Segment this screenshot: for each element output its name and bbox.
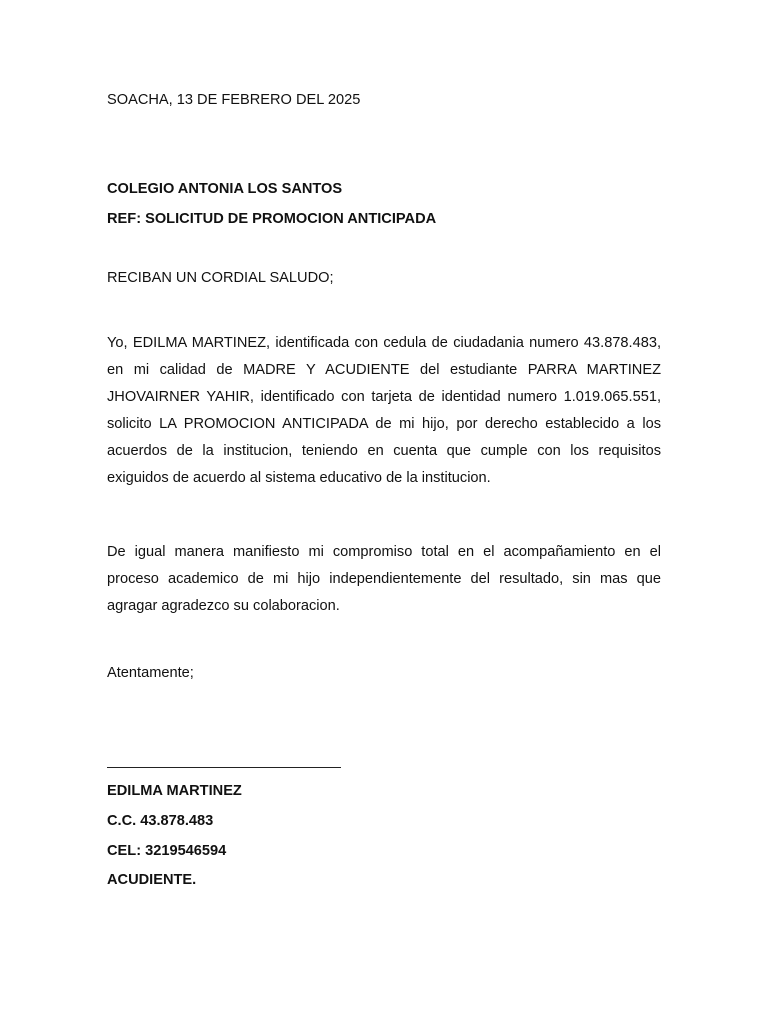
closing: Atentamente; [107,665,194,681]
signature-name: EDILMA MARTINEZ [107,783,242,799]
signature-id: C.C. 43.878.483 [107,813,214,829]
signature-phone: CEL: 3219546594 [107,843,227,859]
body-paragraph-1: Yo, EDILMA MARTINEZ, identificada con cedula de ciudadania numero 43.878.483, en mi calidad de MADRE Y ACUDIENTE del estudiante PARRA MARTINEZ JHOVAIRNER YAHIR, identificado con tarjeta de identidad numero 1.019.065.551, solicito LA PROMOCION ANTICIPADA de mi hijo, por derecho establecido a los acuerdos de la institucion, teniendo en cuenta que cumple con los requisitos exiguidos de acuerdo al sistema educativo de la institucion. [107,335,661,486]
recipient: COLEGIO ANTONIA LOS SANTOS [107,181,343,197]
greeting: RECIBAN UN CORDIAL SALUDO; [107,270,334,286]
reference: REF: SOLICITUD DE PROMOCION ANTICIPADA [107,211,437,227]
signature-role: ACUDIENTE. [107,872,197,888]
body-paragraph-2: De igual manera manifiesto mi compromiso total en el acompañamiento en el proceso academico de mi hijo independientemente del resultado, sin mas que agragar agradezco su colaboracion. [107,544,661,614]
signature-line [107,767,341,768]
place-date: SOACHA, 13 DE FEBRERO DEL 2025 [107,92,361,108]
